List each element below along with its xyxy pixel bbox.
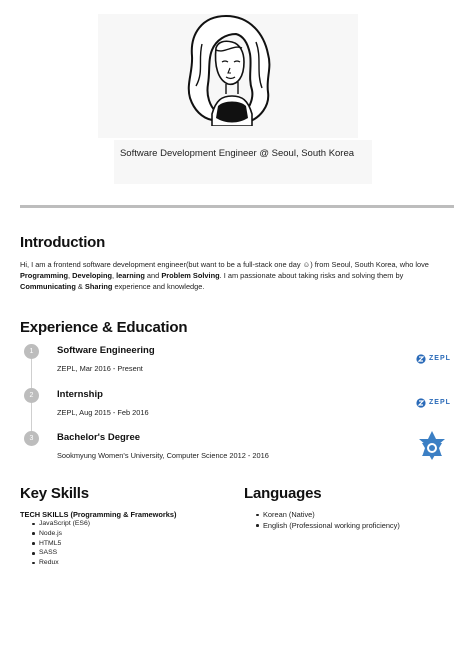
- languages-title: Languages: [244, 485, 322, 502]
- zepl-logo-text: ZEPL: [429, 355, 451, 362]
- skills-list: [30, 519, 90, 568]
- skill-item: JavaScript (ES6): [30, 519, 90, 529]
- skill-item: Redux: [30, 558, 90, 568]
- experience-title: Experience & Education: [20, 319, 188, 336]
- languages-list: [254, 510, 400, 531]
- zepl-logo: [416, 397, 454, 409]
- zepl-logo-text: ZEPL: [429, 399, 451, 406]
- language-item: Korean (Native): [254, 510, 400, 521]
- zepl-mark-icon: [416, 398, 426, 408]
- timeline-step-3: 3: [24, 431, 39, 446]
- experience-meta: Sookmyung Women's University, Computer Science 2012 - 2016: [57, 451, 269, 460]
- headline-background: [114, 140, 372, 184]
- key-skills-title: Key Skills: [20, 485, 89, 502]
- university-emblem-icon: [418, 430, 446, 462]
- experience-role: Software Engineering: [57, 345, 155, 356]
- profile-portrait-illustration: [182, 14, 274, 126]
- experience-role: Internship: [57, 389, 103, 400]
- timeline-step-1: 1: [24, 344, 39, 359]
- headline: Software Development Engineer @ Seoul, South Korea: [119, 148, 355, 159]
- skill-item: Node.js: [30, 529, 90, 539]
- tech-skills-subtitle: TECH SKILLS (Programming & Frameworks): [20, 510, 177, 519]
- section-divider: [20, 205, 454, 208]
- zepl-mark-icon: [416, 354, 426, 364]
- timeline-step-2: 2: [24, 388, 39, 403]
- skill-item: HTML5: [30, 539, 90, 549]
- introduction-title: Introduction: [20, 234, 106, 251]
- language-item: English (Professional working proficiency): [254, 521, 400, 532]
- experience-role: Bachelor's Degree: [57, 432, 141, 443]
- introduction-text: Hi, I am a frontend software development engineer(but want to be a full-stack one day ☺) from Seoul, South Korea, who love Programming, Developing, learning and Problem Solving. I am passionate about taking risks and solving them by Communicating & Sharing experience and knowledge.: [20, 260, 429, 291]
- skill-item: SASS: [30, 548, 90, 558]
- experience-meta: ZEPL, Mar 2016 - Present: [57, 364, 143, 373]
- zepl-logo: [416, 353, 454, 365]
- experience-meta: ZEPL, Aug 2015 - Feb 2016: [57, 408, 149, 417]
